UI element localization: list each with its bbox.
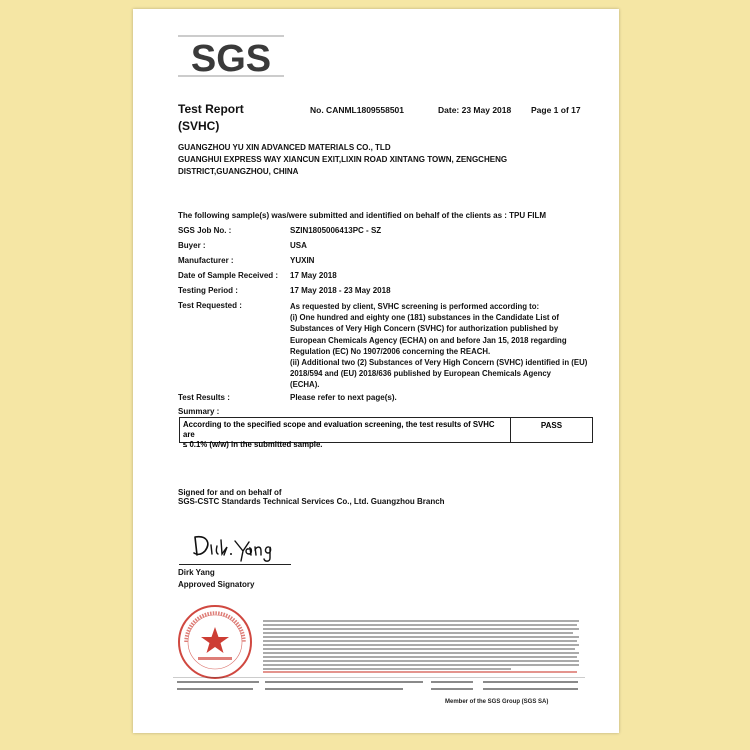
summary-statement-line: ≤ 0.1% (w/w) in the submitted sample. (183, 440, 323, 449)
sgs-logo (178, 33, 284, 79)
field-value: USA (290, 241, 307, 250)
summary-statement (183, 420, 505, 450)
terms-fine-print (261, 619, 583, 677)
test-requested-line: (i) One hundred and eighty one (181) substances in the Candidate List of (290, 313, 560, 323)
client-address-1: GUANGHUI EXPRESS WAY XIANCUN EXIT,LIXIN ROAD XINTANG TOWN, ZENGCHENG (178, 155, 508, 164)
test-requested-line: (ECHA). (290, 380, 320, 390)
report-subtitle: (SVHC) (178, 119, 220, 133)
test-requested-line: Substances of Very High Concern (SVHC) for authorization published by (290, 324, 559, 334)
report-page (133, 9, 619, 733)
field-label: Date of Sample Received : (178, 271, 279, 280)
field-label: Buyer : (178, 241, 206, 250)
signatory-name: Dirk Yang (178, 568, 215, 577)
test-requested-label: Test Requested : (178, 301, 242, 310)
client-name: GUANGZHOU YU XIN ADVANCED MATERIALS CO., TLD (178, 143, 391, 152)
test-requested-text (290, 301, 595, 391)
test-requested-line: Regulation (EC) No 1907/2006 concerning the REACH. (290, 346, 491, 356)
report-number: No. CANML1809558501 (310, 105, 405, 115)
intro-statement: The following sample(s) was/were submitted and identified on behalf of the clients as : TPU FILM (178, 211, 547, 220)
address-footer-lines (173, 677, 585, 695)
summary-result: PASS (540, 421, 563, 430)
signed-on-behalf: Signed for and on behalf of (178, 488, 282, 497)
client-address-2: DISTRICT,GUANGZHOU, CHINA (178, 167, 299, 176)
field-label: Manufacturer : (178, 256, 234, 265)
test-results-value: Please refer to next page(s). (290, 393, 397, 402)
field-value: 17 May 2018 - 23 May 2018 (290, 286, 391, 295)
field-value: YUXIN (290, 256, 315, 265)
company-seal (176, 603, 254, 681)
report-title: Test Report (178, 102, 244, 116)
svg-text:SGS: SGS (190, 38, 272, 79)
test-requested-line: 2018/594 and (EU) 2018/636 published by European Chemicals Agency (290, 369, 552, 379)
test-requested-line: As requested by client, SVHC screening is performed according to: (290, 302, 540, 311)
test-results-label: Test Results : (178, 393, 230, 402)
handwritten-signature (191, 531, 281, 563)
field-value: 17 May 2018 (290, 271, 337, 280)
field-value: SZIN1805006413PC - SZ (290, 226, 382, 235)
summary-table (179, 417, 593, 449)
report-date: Date: 23 May 2018 (438, 105, 512, 115)
summary-label: Summary : (178, 407, 220, 416)
signature-line (179, 564, 291, 565)
summary-statement-line: According to the specified scope and evaluation screening, the test results of SVHC are (183, 420, 495, 439)
test-requested-line: (ii) Additional two (2) Substances of Very High Concern (SVHC) identified in (EU) (290, 358, 588, 368)
signatory-role: Approved Signatory (178, 580, 255, 589)
page-number: Page 1 of 17 (531, 105, 581, 115)
field-label: SGS Job No. : (178, 226, 232, 235)
field-label: Testing Period : (178, 286, 238, 295)
member-of-sgs-group: Member of the SGS Group (SGS SA) (445, 699, 549, 705)
test-requested-line: European Chemicals Agency (ECHA) on and before Jan 15, 2018 regarding (290, 335, 567, 345)
signing-company: SGS-CSTC Standards Technical Services Co., Ltd. Guangzhou Branch (178, 497, 445, 506)
